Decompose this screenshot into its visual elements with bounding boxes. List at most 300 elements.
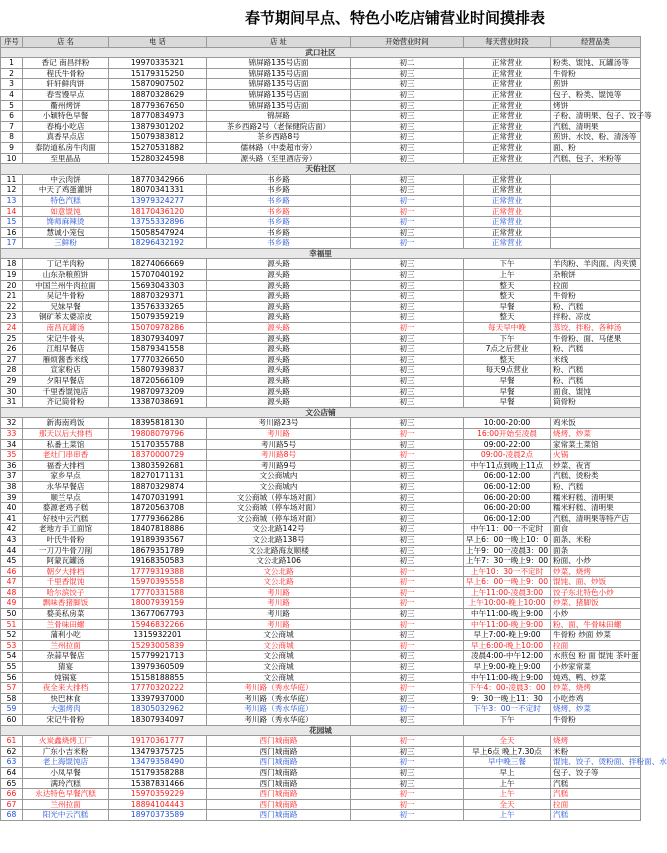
cell-phone: 15079359219	[109, 312, 207, 323]
cell-no: 57	[1, 683, 23, 694]
cell-addr: 考川路（秀水华庭）	[207, 683, 351, 694]
table-row	[1, 609, 641, 620]
table-row	[1, 662, 641, 673]
cell-name: 私番土菜馆	[23, 439, 109, 450]
cell-open: 初一	[351, 799, 464, 810]
cell-phone: 19870973209	[109, 386, 207, 397]
cell-no: 54	[1, 651, 23, 662]
cell-addr: 文公商城内	[207, 481, 351, 492]
cell-no: 1	[1, 58, 23, 69]
table-row	[1, 619, 641, 630]
cell-open: 初三	[351, 767, 464, 778]
cell-name: 顺兰早点	[23, 492, 109, 503]
table-row	[1, 100, 641, 111]
cell-phone: 15293005839	[109, 640, 207, 651]
cell-no: 42	[1, 524, 23, 535]
cell-cat: 面条、米粉	[551, 534, 641, 545]
cell-name: 衢州烤饼	[23, 100, 109, 111]
cell-no: 40	[1, 503, 23, 514]
cell-hours: 整天	[464, 312, 551, 323]
cell-no: 11	[1, 174, 23, 185]
table-row	[1, 524, 641, 535]
cell-name: 真香早点店	[23, 132, 109, 143]
table-row	[1, 227, 641, 238]
cell-open: 初三	[351, 651, 464, 662]
cell-cat: 家常菜土菜馆	[551, 439, 641, 450]
cell-open: 初三	[351, 471, 464, 482]
cell-no: 5	[1, 100, 23, 111]
cell-addr: 书乡路	[207, 238, 351, 249]
cell-addr: 源头路	[207, 365, 351, 376]
table-row	[1, 386, 641, 397]
cell-addr: 锦屏路135号店面	[207, 79, 351, 90]
cell-addr: 西门城南路	[207, 746, 351, 757]
table-row	[1, 630, 641, 641]
cell-addr: 源头路	[207, 333, 351, 344]
cell-open: 初三	[351, 693, 464, 704]
cell-addr: 源头路	[207, 270, 351, 281]
cell-addr: 考川路23号	[207, 418, 351, 429]
cell-name: 好枝中云汽糕	[23, 513, 109, 524]
cell-open: 初一	[351, 323, 464, 334]
cell-hours: 正常营业	[464, 185, 551, 196]
cell-open: 初一	[351, 587, 464, 598]
cell-no: 23	[1, 312, 23, 323]
cell-cat: 面条	[551, 545, 641, 556]
cell-hours: 早上7:00-晚上9:00	[464, 630, 551, 641]
cell-hours: 上午	[464, 778, 551, 789]
cell-hours: 中午11:00-晚上9:00	[464, 672, 551, 683]
cell-addr: 源头路	[207, 301, 351, 312]
cell-cat: 面食	[551, 524, 641, 535]
cell-phone: 15779921713	[109, 651, 207, 662]
table-row	[1, 365, 641, 376]
cell-name: 福香大排档	[23, 460, 109, 471]
cell-addr: 源头路	[207, 386, 351, 397]
cell-cat: 米线	[551, 354, 641, 365]
cell-hours: 早上6:00-晚上10:00	[464, 640, 551, 651]
table-row	[1, 715, 641, 726]
cell-name: 叶氏牛骨粉	[23, 534, 109, 545]
cell-name: 轩轩鲜肉饼	[23, 79, 109, 90]
cell-addr: 书乡路	[207, 206, 351, 217]
cell-cat: 面、粉	[551, 142, 641, 153]
cell-no: 18	[1, 259, 23, 270]
cell-phone: 18170436120	[109, 206, 207, 217]
cell-no: 61	[1, 736, 23, 747]
section-header	[1, 248, 641, 259]
cell-phone: 19168350583	[109, 556, 207, 567]
cell-phone: 18274066669	[109, 259, 207, 270]
cell-cat: 煎饼	[551, 79, 641, 90]
cell-addr: 西门城南路	[207, 736, 351, 747]
table-row	[1, 598, 641, 609]
table-row	[1, 767, 641, 778]
cell-no: 45	[1, 556, 23, 567]
cell-no: 62	[1, 746, 23, 757]
cell-name: 吴记牛骨粉	[23, 291, 109, 302]
cell-phone: 18070341331	[109, 185, 207, 196]
cell-open: 初一	[351, 428, 464, 439]
cell-cat: 汽糕、烫粉类	[551, 471, 641, 482]
cell-hours: 06:00-12:00	[464, 513, 551, 524]
cell-addr: 考川路	[207, 428, 351, 439]
cell-name: 老灶门串串香	[23, 450, 109, 461]
cell-no: 34	[1, 439, 23, 450]
cell-name: 猜宴	[23, 662, 109, 673]
cell-no: 43	[1, 534, 23, 545]
cell-phone: 18779367650	[109, 100, 207, 111]
cell-cat: 拌粉、凉皮	[551, 312, 641, 323]
cell-addr: 书乡路	[207, 185, 351, 196]
cell-addr: 文公商城（停车场对面）	[207, 492, 351, 503]
cell-name: 中天了鸡蛋灌饼	[23, 185, 109, 196]
cell-no: 44	[1, 545, 23, 556]
cell-name: 山东杂粮煎饼	[23, 270, 109, 281]
cell-hours: 早上6：00一晚上10：0	[464, 534, 551, 545]
cell-addr: 考川路8号	[207, 450, 351, 461]
cell-phone: 15807939837	[109, 365, 207, 376]
header-row	[1, 37, 641, 48]
table-row	[1, 746, 641, 757]
cell-phone: 13479358490	[109, 757, 207, 768]
cell-no: 48	[1, 587, 23, 598]
cell-cat: 烧烤	[551, 736, 641, 747]
table-row	[1, 492, 641, 503]
cell-phone: 18007939159	[109, 598, 207, 609]
cell-name: 江组早餐店	[23, 344, 109, 355]
cell-name: 夕阳早餐店	[23, 376, 109, 387]
cell-phone: 18307934097	[109, 715, 207, 726]
cell-cat: 米粉	[551, 746, 641, 757]
table-row	[1, 142, 641, 153]
cell-open: 初一	[351, 206, 464, 217]
cell-addr: 西门城南路	[207, 778, 351, 789]
cell-addr: 源头路	[207, 280, 351, 291]
cell-cat: 牛骨粉、面、马佬果	[551, 333, 641, 344]
cell-hours: 正常营业	[464, 142, 551, 153]
cell-hours: 中午11:00-晚上9:00	[464, 619, 551, 630]
cell-phone: 15870907502	[109, 79, 207, 90]
cell-name: 香记 南昌拌粉	[23, 58, 109, 69]
cell-addr: 西门城南路	[207, 767, 351, 778]
table-row	[1, 481, 641, 492]
table-row	[1, 428, 641, 439]
cell-cat: 牛骨粉	[551, 68, 641, 79]
cell-addr: 茶乡西路2号（老保健院店面）	[207, 121, 351, 132]
cell-name: 至里晶品	[23, 153, 109, 164]
cell-name: 宋记牛骨头	[23, 333, 109, 344]
cell-no: 50	[1, 609, 23, 620]
cell-name: 宋记牛骨粉	[23, 715, 109, 726]
cell-open: 初三	[351, 132, 464, 143]
cell-name: 南昌瓦罐汤	[23, 323, 109, 334]
cell-cat: 烧烤、炒菜	[551, 704, 641, 715]
cell-open: 初三	[351, 68, 464, 79]
cell-name: 如意馄饨	[23, 206, 109, 217]
table-row	[1, 640, 641, 651]
cell-cat: 汽糕	[551, 810, 641, 821]
cell-hours: 每天9点营业	[464, 365, 551, 376]
cell-name: 阳光中云汽糕	[23, 810, 109, 821]
cell-hours: 上午10：30一不定时	[464, 566, 551, 577]
table-row	[1, 810, 641, 821]
section-header	[1, 47, 641, 58]
cell-addr: 文公商城	[207, 651, 351, 662]
cell-open: 初二	[351, 58, 464, 69]
cell-open: 初三	[351, 185, 464, 196]
cell-hours: 正常营业	[464, 153, 551, 164]
cell-no: 12	[1, 185, 23, 196]
cell-name: 春梅小吃店	[23, 121, 109, 132]
cell-no: 60	[1, 715, 23, 726]
cell-addr: 书乡路	[207, 174, 351, 185]
cell-phone: 18270171131	[109, 471, 207, 482]
cell-addr: 锦屏路135号店面	[207, 58, 351, 69]
table-row	[1, 799, 641, 810]
cell-hours: 上午10:00-晚上10:00	[464, 598, 551, 609]
cell-cat: 羊肉粉、羊肉面、肉夹馍	[551, 259, 641, 270]
cell-hours: 中午11点到晚上11点	[464, 460, 551, 471]
cell-phone: 17779319388	[109, 566, 207, 577]
cell-addr: 书乡路	[207, 227, 351, 238]
cell-no: 15	[1, 217, 23, 228]
table-row	[1, 270, 641, 281]
table-row	[1, 736, 641, 747]
cell-hours: 正常营业	[464, 132, 551, 143]
cell-open: 初三	[351, 524, 464, 535]
cell-addr: 儒林路（中娄超市旁）	[207, 142, 351, 153]
cell-cat	[551, 185, 641, 196]
cell-no: 29	[1, 376, 23, 387]
table-row	[1, 354, 641, 365]
cell-phone: 18305032962	[109, 704, 207, 715]
cell-hours: 下午	[464, 715, 551, 726]
cell-name: 夜全来大排档	[23, 683, 109, 694]
cell-name: 杂蒜早餐店	[23, 651, 109, 662]
cell-open: 初一	[351, 683, 464, 694]
cell-phone: 19808079796	[109, 428, 207, 439]
table-row	[1, 471, 641, 482]
cell-cat: 汽糕、清明果	[551, 121, 641, 132]
table-row	[1, 111, 641, 122]
cell-open: 初一	[351, 217, 464, 228]
cell-addr: 文公北路	[207, 577, 351, 588]
cell-cat	[551, 195, 641, 206]
cell-hours: 上午7：30一晚上9：00	[464, 556, 551, 567]
cell-open: 初三	[351, 492, 464, 503]
cell-phone: 13979324277	[109, 195, 207, 206]
cell-cat: 糯米籽糕、清明果	[551, 492, 641, 503]
cell-no: 20	[1, 280, 23, 291]
cell-cat: 粉面、小炒	[551, 556, 641, 567]
cell-open: 初三	[351, 397, 464, 408]
cell-open: 初三	[351, 556, 464, 567]
cell-addr: 考川路	[207, 609, 351, 620]
cell-cat	[551, 227, 641, 238]
cell-phone: 18679351789	[109, 545, 207, 556]
table-row	[1, 566, 641, 577]
table-row	[1, 418, 641, 429]
cell-open: 初三	[351, 227, 464, 238]
cell-cat: 汽糕	[551, 778, 641, 789]
cell-addr: 文公商城内	[207, 471, 351, 482]
header-cell: 序号	[1, 37, 23, 48]
section-title: 文公店铺	[1, 407, 641, 418]
cell-phone: 15079383812	[109, 132, 207, 143]
cell-addr: 西门城南路	[207, 789, 351, 800]
cell-phone: 13387038691	[109, 397, 207, 408]
cell-hours: 凌晨4:00-中午12:00	[464, 651, 551, 662]
cell-no: 47	[1, 577, 23, 588]
cell-no: 26	[1, 344, 23, 355]
cell-phone: 18770834973	[109, 111, 207, 122]
cell-addr: 锦屏路135号店面	[207, 68, 351, 79]
cell-addr: 考川路（秀水华庭）	[207, 693, 351, 704]
cell-no: 25	[1, 333, 23, 344]
cell-hours: 06:00-12:00	[464, 471, 551, 482]
cell-hours: 早上	[464, 767, 551, 778]
cell-open: 初三	[351, 79, 464, 90]
cell-phone: 15070978286	[109, 323, 207, 334]
cell-hours: 早餐	[464, 376, 551, 387]
cell-hours: 上午9：00一凌晨3：00	[464, 545, 551, 556]
table-row	[1, 121, 641, 132]
cell-phone: 13576333265	[109, 301, 207, 312]
cell-addr: 文公商城（停车场对面）	[207, 513, 351, 524]
table-row	[1, 693, 641, 704]
cell-hours: 下午	[464, 333, 551, 344]
table-row	[1, 651, 641, 662]
cell-cat	[551, 238, 641, 249]
table-row	[1, 397, 641, 408]
cell-open: 初三	[351, 291, 464, 302]
cell-name: 哈尔滨饺子	[23, 587, 109, 598]
cell-open: 初三	[351, 259, 464, 270]
cell-phone: 15879341558	[109, 344, 207, 355]
cell-name: 宣家粉店	[23, 365, 109, 376]
cell-name: 兰州拉面	[23, 640, 109, 651]
cell-phone: 13979360509	[109, 662, 207, 673]
section-title: 天佑社区	[1, 164, 641, 175]
cell-hours: 正常营业	[464, 195, 551, 206]
cell-name: 春雪馒早点	[23, 89, 109, 100]
cell-hours: 早上6：00一晚上9：00	[464, 577, 551, 588]
section-title: 武口社区	[1, 47, 641, 58]
cell-cat: 汽糕、包子、米粉等	[551, 153, 641, 164]
cell-cat: 蒸饺、拌粉、各种汤	[551, 323, 641, 334]
cell-cat: 拉面	[551, 280, 641, 291]
cell-no: 67	[1, 799, 23, 810]
cell-name: 阿蒙瓦罐汤	[23, 556, 109, 567]
table-row	[1, 280, 641, 291]
cell-name: 婺美私房菜	[23, 609, 109, 620]
cell-cat: 煎饼、水饺、粉、清汤等	[551, 132, 641, 143]
cell-cat: 拉面	[551, 799, 641, 810]
cell-name: 慧诚小笼包	[23, 227, 109, 238]
cell-phone: 15058547924	[109, 227, 207, 238]
cell-name: 馋师麻辣烫	[23, 217, 109, 228]
cell-addr: 源头路	[207, 291, 351, 302]
cell-name: 大强烤肉	[23, 704, 109, 715]
cell-no: 30	[1, 386, 23, 397]
cell-phone: 17770326650	[109, 354, 207, 365]
cell-hours: 上午11:00-凌晨3:00	[464, 587, 551, 598]
cell-phone: 15270531882	[109, 142, 207, 153]
cell-cat: 炖鸡、鸭、炒菜	[551, 672, 641, 683]
cell-addr: 源头路	[207, 397, 351, 408]
cell-addr: 考川路	[207, 587, 351, 598]
cell-addr: 文公商城	[207, 630, 351, 641]
cell-name: 铜矿苯太婆凉皮	[23, 312, 109, 323]
cell-hours: 正常营业	[464, 58, 551, 69]
cell-addr: 文公商城	[207, 672, 351, 683]
table-row	[1, 333, 641, 344]
cell-addr: 文公北路106	[207, 556, 351, 567]
cell-cat: 粉、汽糕	[551, 481, 641, 492]
cell-addr: 考川路	[207, 598, 351, 609]
cell-open: 初一	[351, 577, 464, 588]
cell-open: 初三	[351, 418, 464, 429]
cell-open: 初三	[351, 89, 464, 100]
cell-cat: 牛骨粉	[551, 715, 641, 726]
table-row	[1, 672, 641, 683]
cell-addr: 锦屏路135号店面	[207, 89, 351, 100]
cell-addr: 源头路	[207, 354, 351, 365]
section-title: 花园城	[1, 725, 641, 736]
table-row	[1, 238, 641, 249]
table-row	[1, 683, 641, 694]
cell-cat: 汽糕、清明果等特产店	[551, 513, 641, 524]
cell-name: 婺源老鸡子糕	[23, 503, 109, 514]
cell-hours: 早上6点 晚上7.30点	[464, 746, 551, 757]
cell-no: 65	[1, 778, 23, 789]
cell-open: 初三	[351, 344, 464, 355]
table-row	[1, 195, 641, 206]
cell-hours: 早餐	[464, 301, 551, 312]
header-cell: 每天营业时段	[464, 37, 551, 48]
table-body	[1, 47, 667, 820]
cell-phone: 13755332896	[109, 217, 207, 228]
cell-open: 初三	[351, 312, 464, 323]
cell-name: 中云肉饼	[23, 174, 109, 185]
cell-name: 程氏牛骨粉	[23, 68, 109, 79]
cell-open: 初一	[351, 238, 464, 249]
table-row	[1, 68, 641, 79]
cell-open: 初一	[351, 195, 464, 206]
cell-hours: 06:00-20:00	[464, 492, 551, 503]
cell-no: 14	[1, 206, 23, 217]
cell-hours: 正常营业	[464, 174, 551, 185]
cell-hours: 16:00开始至凌晨	[464, 428, 551, 439]
cell-phone: 15387831466	[109, 778, 207, 789]
cell-open: 初一	[351, 640, 464, 651]
cell-cat: 炒菜、烧烤	[551, 566, 641, 577]
table-row	[1, 174, 641, 185]
cell-hours: 全天	[464, 799, 551, 810]
cell-name: 那天以后大排档	[23, 428, 109, 439]
section-header	[1, 164, 641, 175]
cell-addr: 考川路5号	[207, 439, 351, 450]
cell-no: 10	[1, 153, 23, 164]
cell-open: 初三	[351, 100, 464, 111]
cell-open: 初一	[351, 450, 464, 461]
table-row	[1, 301, 641, 312]
cell-name: 朝夕大排档	[23, 566, 109, 577]
cell-phone: 18894104443	[109, 799, 207, 810]
cell-no: 4	[1, 89, 23, 100]
cell-hours: 09:00-凌晨2点	[464, 450, 551, 461]
